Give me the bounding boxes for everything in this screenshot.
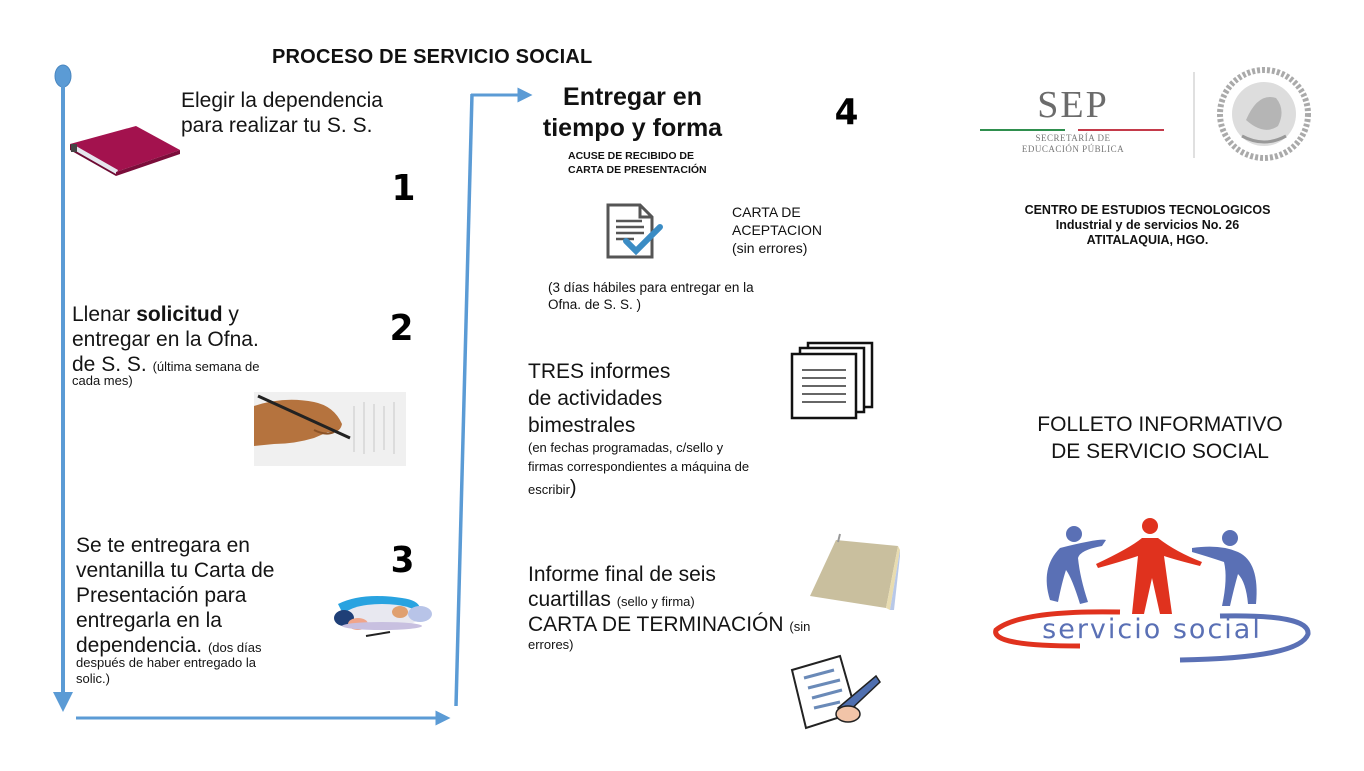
step-4-subheading: ACUSE DE RECIBIDO DE CARTA DE PRESENTACIÓN (568, 150, 707, 176)
signing-document-icon (782, 652, 882, 730)
carta-aceptacion-note: (3 días hábiles para entregar en la Ofna. de S. S. ) (548, 280, 754, 312)
paperwork-desk-icon (322, 590, 434, 640)
step-1-text: Elegir la dependencia para realizar tu S. S. (181, 89, 383, 137)
informe-final-text: Informe final de seis cuartillas (sello y firma) CARTA DE TERMINACIÓN (sin errores) (528, 563, 811, 652)
step-2-text: Llenar solicitud y entregar en la Ofna. de S. S. (última semana de cada mes) (72, 303, 260, 388)
step-number-1: 1 (391, 168, 416, 209)
page-title: PROCESO DE SERVICIO SOCIAL (272, 46, 593, 68)
brochure-title: FOLLETO INFORMATIVO DE SERVICIO SOCIAL (1037, 413, 1283, 463)
carta-aceptacion-label: CARTA DE ACEPTACION (sin errores) (732, 204, 822, 256)
informes-bimestrales-text: TRES informes de actividades bimestrales (528, 360, 671, 437)
notepad-icon (806, 532, 900, 612)
step-number-4: 4 (834, 92, 859, 133)
step-3-text: Se te entregara en ventanilla tu Carta de Presentación para entregarla en la dependencia. (dos días después de haber entregado la solic.) (76, 534, 275, 686)
servicio-social-logo (980, 518, 1330, 668)
folder-icon (66, 118, 186, 176)
servicio-social-logo-text: servicio social (1042, 614, 1262, 645)
mexican-coat-of-arms-icon (1212, 66, 1316, 162)
step-number-3: 3 (390, 540, 415, 581)
institution-name: CENTRO DE ESTUDIOS TECNOLOGICOS Industrial y de servicios No. 26 ATITALAQUIA, HGO. (1024, 203, 1271, 247)
hand-writing-icon (254, 392, 406, 466)
step-4-heading: Entregar en tiempo y forma (542, 83, 723, 142)
sep-logo: SEP SECRETARÍA DE EDUCACIÓN PÚBLICA (978, 70, 1168, 162)
logo-divider (1193, 72, 1195, 158)
informes-bimestrales-note: (en fechas programadas, c/sello y firmas correspondientes a máquina de escribir) (528, 440, 750, 499)
stacked-documents-icon (788, 340, 878, 420)
step-number-2: 2 (389, 308, 414, 349)
document-check-icon (604, 203, 666, 261)
